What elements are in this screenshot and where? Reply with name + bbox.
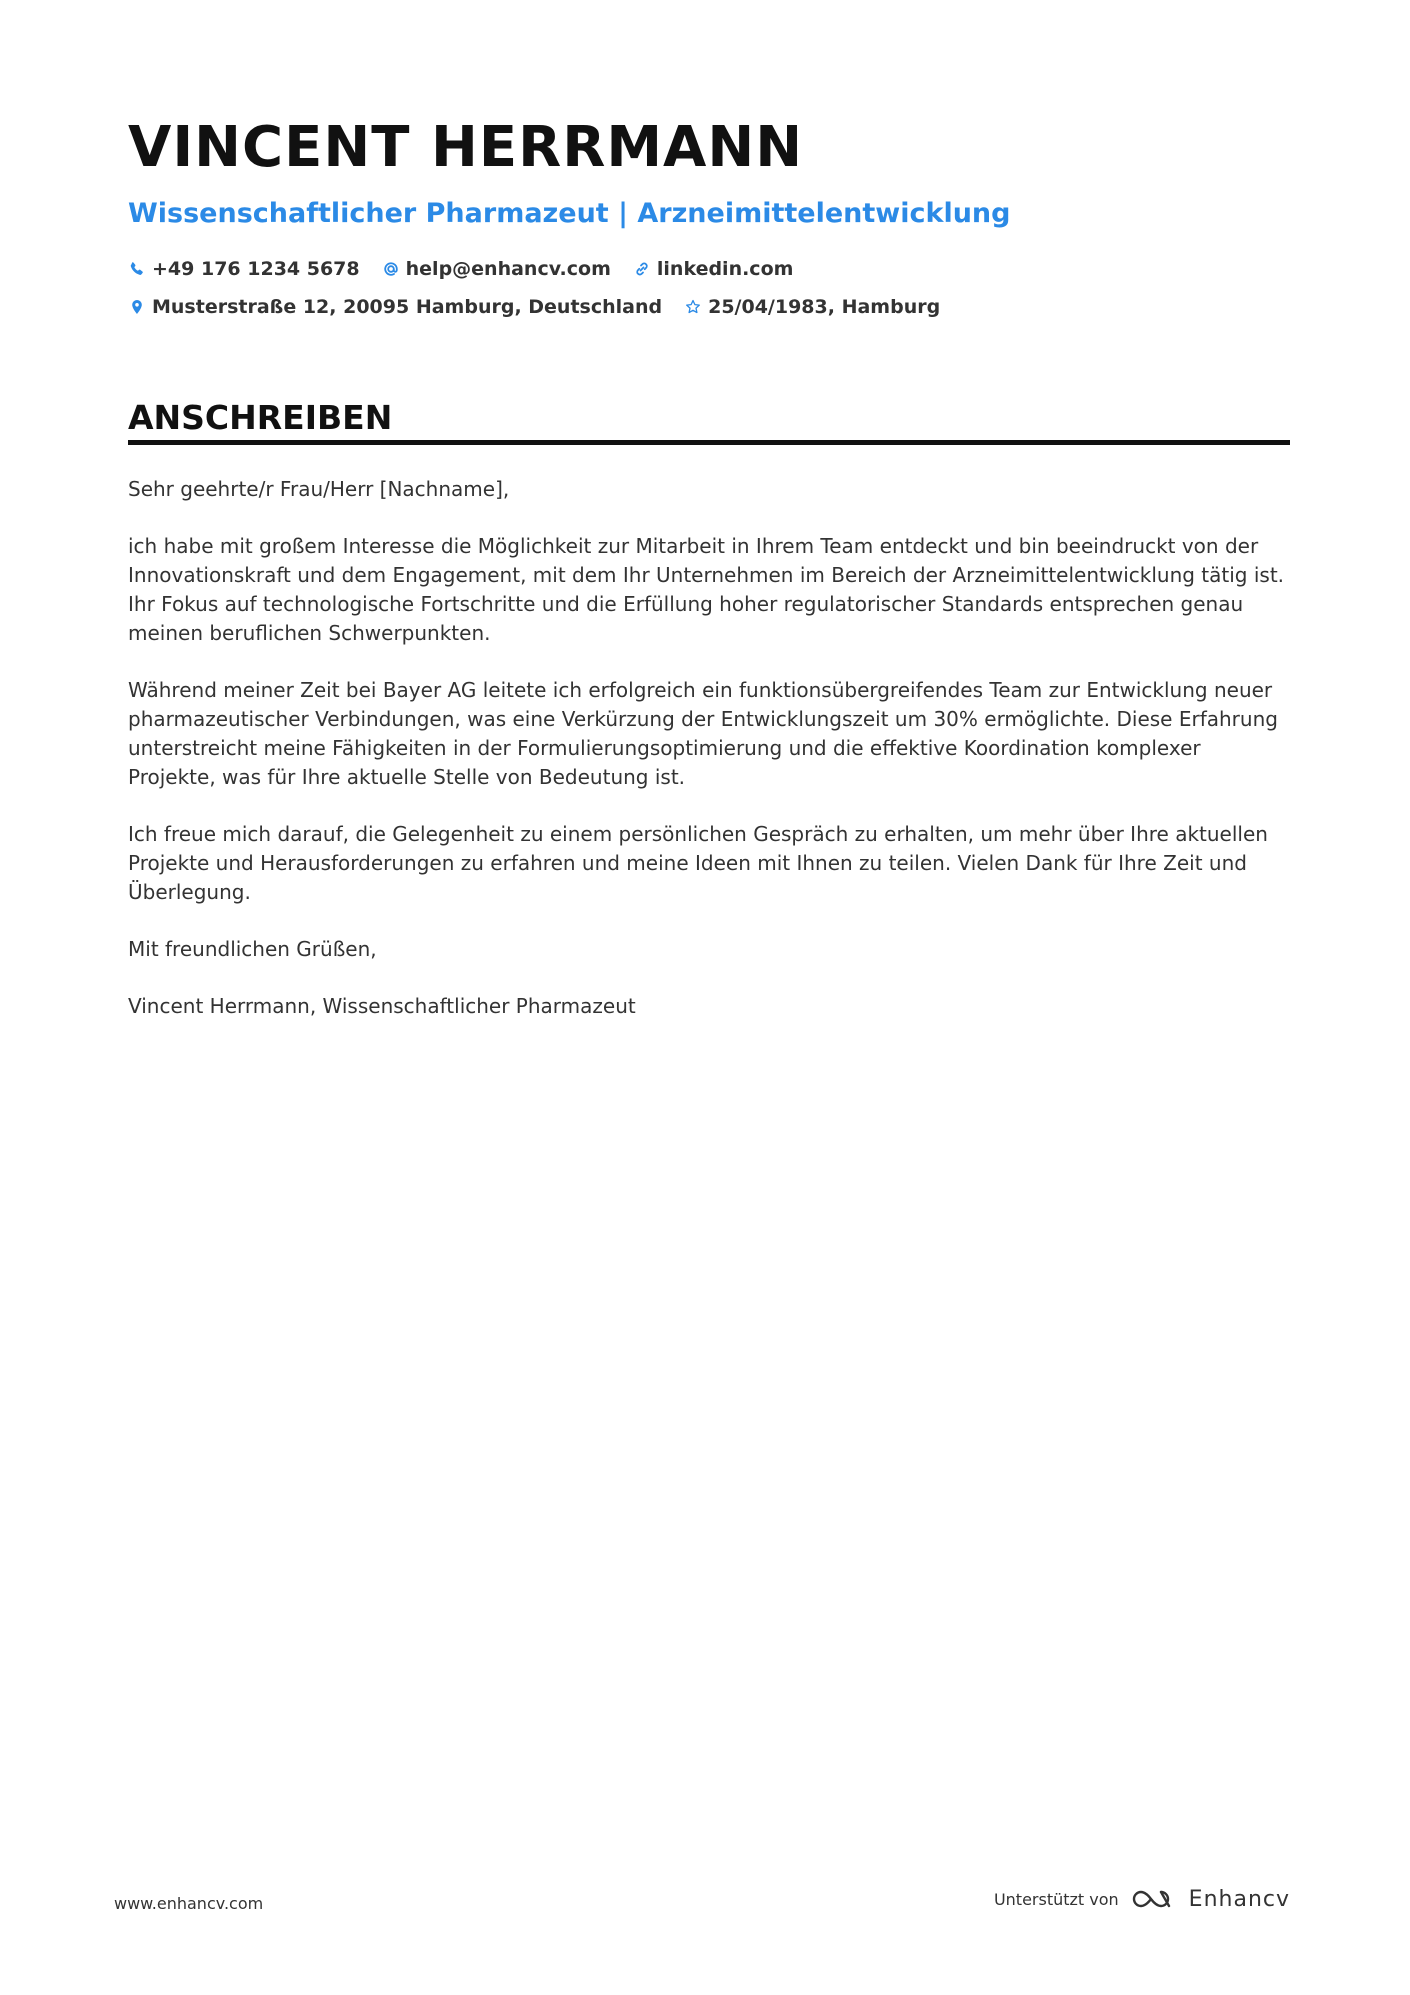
email-text: help@enhancv.com [405, 258, 611, 280]
contact-phone[interactable] [128, 256, 360, 282]
cover-letter-page [128, 112, 1290, 1049]
link-text: linkedin.com [656, 258, 794, 280]
letter-paragraph: Ich freue mich darauf, die Gelegenheit zu einem persönlichen Gespräch zu erhalten, um mehr über Ihre aktuellen Projekte und Herausforderungen zu erfahren und meine Ideen mit Ihnen zu teilen. Vielen Dank für Ihre Zeit und Überlegung. [128, 822, 1268, 904]
letter-paragraph: Während meiner Zeit bei Bayer AG leitete ich erfolgreich ein funktionsübergreifendes Team zur Entwicklung neuer pharmazeutischer Verbindungen, was eine Verkürzung der Entwicklungszeit um 30% ermöglichte. Diese Erfahrung unterstreicht meine Fähigkeiten in der Formulierungsoptimierung und die effektive Koordination komplexer Projekte, was für Ihre aktuelle Stelle von Bedeutung ist. [128, 678, 1278, 789]
powered-by-text: Unterstützt von [993, 1889, 1119, 1909]
letter-body [128, 475, 1290, 1021]
location-pin-icon [128, 298, 146, 316]
phone-text: +49 176 1234 5678 [152, 258, 360, 280]
infinity-logo-icon [1131, 1886, 1177, 1912]
contact-info [128, 256, 1290, 320]
letter-signature: Vincent Herrmann, Wissenschaftlicher Pharmazeut [128, 994, 636, 1018]
phone-icon [128, 260, 146, 278]
footer-website[interactable]: www.enhancv.com [114, 1894, 264, 1913]
letter-salutation: Sehr geehrte/r Frau/Herr [Nachname], [128, 477, 510, 501]
contact-email[interactable] [382, 256, 611, 282]
brand-name: Enhancv [1188, 1886, 1290, 1912]
applicant-name: VINCENT HERRMANN [128, 115, 804, 180]
contact-birth [684, 294, 940, 320]
section-title: ANSCHREIBEN [128, 398, 1290, 445]
contact-address [128, 294, 662, 320]
contact-link[interactable] [633, 256, 794, 282]
applicant-headline: Wissenschaftlicher Pharmazeut | Arzneimittelentwicklung [128, 198, 1011, 229]
star-icon [684, 298, 702, 316]
letter-closing: Mit freundlichen Grüßen, [128, 937, 377, 961]
birth-text: 25/04/1983, Hamburg [708, 296, 941, 318]
at-icon [382, 260, 400, 278]
footer-branding [994, 1886, 1290, 1912]
address-text: Musterstraße 12, 20095 Hamburg, Deutschland [152, 296, 663, 318]
link-icon [633, 260, 651, 278]
letter-paragraph: ich habe mit großem Interesse die Möglichkeit zur Mitarbeit in Ihrem Team entdeckt und bin beeindruckt von der Innovationskraft und dem Engagement, mit dem Ihr Unternehmen im Bereich der Arzneimittelentwicklung tätig ist. Ihr Fokus auf technologische Fortschritte und die Erfüllung hoher regulatorischer Standards entsprechen genau meinen beruflichen Schwerpunkten. [128, 534, 1285, 645]
